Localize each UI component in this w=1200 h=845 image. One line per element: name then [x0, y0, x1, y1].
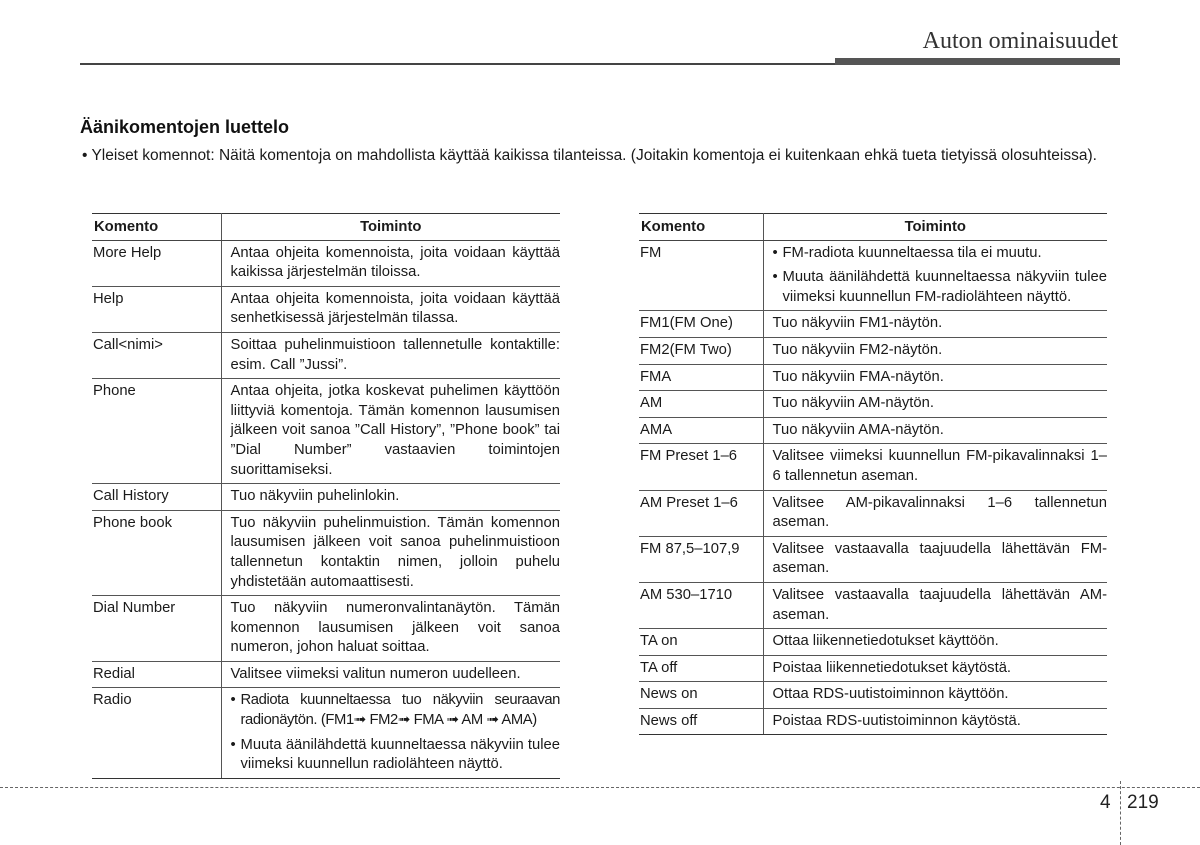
intro-bullet: •: [82, 147, 88, 164]
function-cell: Tuo näkyviin AMA-näytön.: [763, 417, 1107, 444]
command-cell: Radio: [92, 688, 221, 778]
table-row: [639, 240, 1107, 311]
command-cell: Call History: [92, 484, 221, 511]
command-cell: FM2(FM Two): [639, 337, 763, 364]
bullet-item: [773, 244, 1108, 264]
function-cell: Valitsee vastaavalla taajuudella lähettävän FM-aseman.: [763, 536, 1107, 582]
table-row: [92, 240, 560, 286]
table-row: [639, 311, 1107, 338]
command-cell: FMA: [639, 364, 763, 391]
function-cell: [221, 688, 560, 778]
command-cell: Redial: [92, 661, 221, 688]
command-cell: News on: [639, 682, 763, 709]
header-bar: [835, 58, 1120, 65]
table-row: [92, 510, 560, 595]
command-cell: Phone: [92, 379, 221, 484]
function-cell: Tuo näkyviin puhelinmuistion. Tämän komennon lausumisen jälkeen voit sanoa puhelinmuistioon tallennetun kontaktin nimen, jolloin puhelu yhdistetään automaattisesti.: [221, 510, 560, 595]
table-row: [639, 708, 1107, 735]
bullet-dot: •: [772, 244, 778, 261]
column-header-function: Toiminto: [763, 214, 1107, 241]
voice-commands-table-1: [92, 213, 560, 779]
table-row: [92, 379, 560, 484]
command-cell: Help: [92, 286, 221, 332]
function-cell: Valitsee viimeksi valitun numeron uudelleen.: [221, 661, 560, 688]
table-row: [92, 484, 560, 511]
command-cell: Call<nimi>: [92, 332, 221, 378]
function-cell: Tuo näkyviin FM1-näytön.: [763, 311, 1107, 338]
command-cell: FM 87,5–107,9: [639, 536, 763, 582]
function-cell: Ottaa liikennetiedotukset käyttöön.: [763, 629, 1107, 656]
page-number: 219: [1127, 792, 1159, 813]
command-cell: FM1(FM One): [639, 311, 763, 338]
function-cell: Ottaa RDS-uutistoiminnon käyttöön.: [763, 682, 1107, 709]
function-cell: Valitsee AM-pikavalinnaksi 1–6 tallennetun aseman.: [763, 490, 1107, 536]
bullet-dot: •: [772, 269, 778, 286]
footer-page-separator: [1120, 781, 1121, 845]
function-cell: [763, 240, 1107, 311]
table-row: [639, 629, 1107, 656]
table-row: [639, 337, 1107, 364]
function-cell: Antaa ohjeita komennoista, joita voidaan käyttää kaikissa järjestelmän tiloissa.: [221, 240, 560, 286]
intro-paragraph: [80, 146, 1120, 165]
function-cell: Antaa ohjeita, jotka koskevat puhelimen käyttöön liittyviä komentoja. Tämän komennon lausumisen jälkeen voit sanoa ”Call History”, ”Phone book” tai ”Dial Number” vastaavien toimintojen suorittamiseksi.: [221, 379, 560, 484]
function-cell: Tuo näkyviin AM-näytön.: [763, 391, 1107, 418]
command-cell: AMA: [639, 417, 763, 444]
command-cell: AM Preset 1–6: [639, 490, 763, 536]
table-row: [639, 417, 1107, 444]
bullet-dot: •: [230, 736, 236, 753]
bullet-item: [231, 736, 561, 775]
command-cell: FM: [639, 240, 763, 311]
table-row: [92, 286, 560, 332]
footer-dashed-rule: [0, 787, 1200, 788]
function-cell: Antaa ohjeita komennoista, joita voidaan käyttää senhetkisessä järjestelmän tilassa.: [221, 286, 560, 332]
table-row: [92, 332, 560, 378]
command-cell: Phone book: [92, 510, 221, 595]
table-row: [639, 364, 1107, 391]
bullet-text: FM-radiota kuunneltaessa tila ei muutu.: [782, 244, 1042, 261]
table-row: [639, 490, 1107, 536]
bullet-item: [231, 691, 561, 730]
chapter-number: 4: [1100, 792, 1111, 813]
bullet-dot: •: [230, 692, 236, 709]
table-header-row: [92, 214, 560, 241]
table-row: [92, 688, 560, 778]
function-cell: Tuo näkyviin numeronvalintanäytön. Tämän komennon lausumisen jälkeen voit sanoa numeron, johon haluat soittaa.: [221, 596, 560, 662]
table-row: [92, 596, 560, 662]
running-header-title: Auton ominaisuudet: [922, 28, 1118, 54]
table-row: [92, 661, 560, 688]
column-header-function: Toiminto: [221, 214, 560, 241]
column-header-command: Komento: [92, 214, 221, 241]
function-cell: Tuo näkyviin FM2-näytön.: [763, 337, 1107, 364]
table-row: [639, 536, 1107, 582]
function-cell: Tuo näkyviin puhelinlokin.: [221, 484, 560, 511]
table-row: [639, 655, 1107, 682]
command-cell: TA on: [639, 629, 763, 656]
function-cell: Poistaa RDS-uutistoiminnon käytöstä.: [763, 708, 1107, 735]
command-cell: Dial Number: [92, 596, 221, 662]
bullet-item: [773, 268, 1108, 307]
voice-commands-table-2: [639, 213, 1107, 735]
function-cell: Valitsee vastaavalla taajuudella lähettävän AM-aseman.: [763, 582, 1107, 628]
table-row: [639, 444, 1107, 490]
bullet-text: Muuta äänilähdettä kuunneltaessa näkyviin tulee viimeksi kuunnellun radiolähteen näyttö.: [240, 736, 560, 773]
command-cell: FM Preset 1–6: [639, 444, 763, 490]
command-cell: More Help: [92, 240, 221, 286]
table-header-row: [639, 214, 1107, 241]
table-row: [639, 391, 1107, 418]
table-row: [639, 582, 1107, 628]
command-cell: News off: [639, 708, 763, 735]
section-heading: Äänikomentojen luettelo: [80, 117, 290, 137]
table-row: [639, 682, 1107, 709]
function-cell: Soittaa puhelinmuistioon tallennetulle kontaktille: esim. Call ”Jussi”.: [221, 332, 560, 378]
command-cell: AM 530–1710: [639, 582, 763, 628]
function-cell: Tuo näkyviin FMA-näytön.: [763, 364, 1107, 391]
function-cell: Poistaa liikennetiedotukset käytöstä.: [763, 655, 1107, 682]
command-cell: AM: [639, 391, 763, 418]
command-cell: TA off: [639, 655, 763, 682]
intro-text: Yleiset komennot: Näitä komentoja on mahdollista käyttää kaikissa tilanteissa. (Joitakin komentoja ei kuitenkaan ehkä tueta tietyissä olosuhteissa).: [91, 147, 1097, 164]
column-header-command: Komento: [639, 214, 763, 241]
bullet-text: Muuta äänilähdettä kuunneltaessa näkyviin tulee viimeksi kuunnellun FM-radiolähteen näyttö.: [782, 269, 1107, 305]
function-cell: Valitsee viimeksi kuunnellun FM-pikavalinnaksi 1–6 tallennetun aseman.: [763, 444, 1107, 490]
bullet-text: Radiota kuunneltaessa tuo näkyviin seuraavan radionäytön. (FM1➟ FM2➟ FMA ➟ AM ➟ AMA): [240, 692, 560, 729]
